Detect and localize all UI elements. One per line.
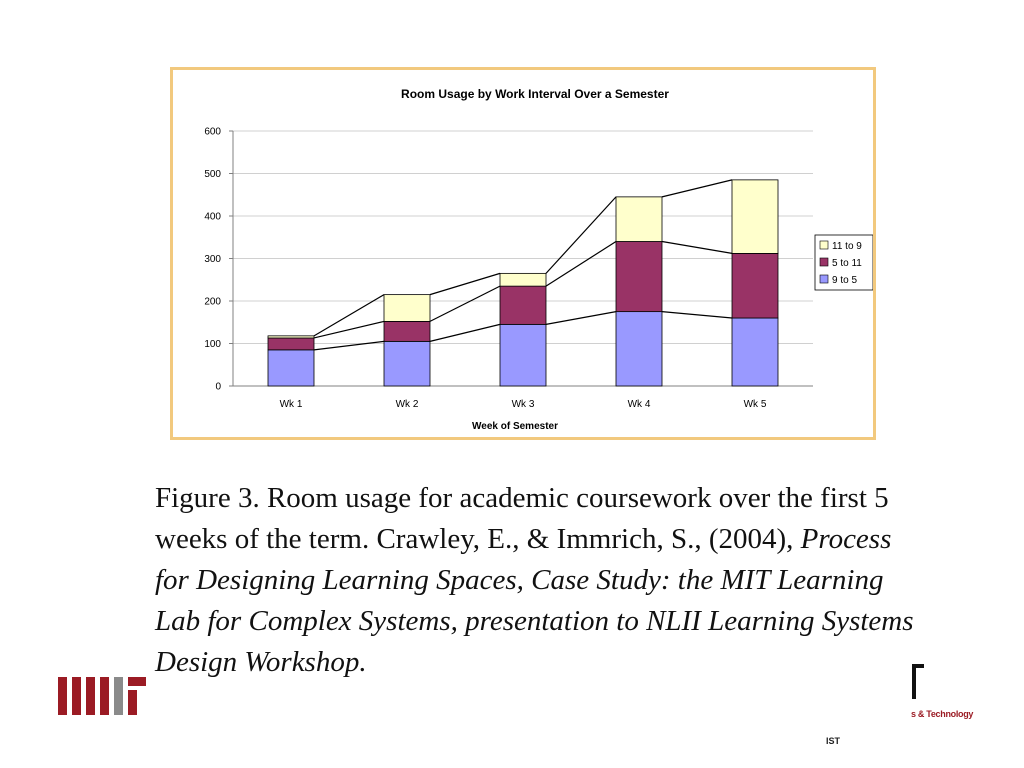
caption-text: Figure 3. Room usage for academic coursework over the first 5 weeks of the term. Crawley, E., & Immrich, S., (2004), [155, 482, 889, 555]
series-connector-line [662, 180, 732, 197]
bar-segment [384, 295, 430, 322]
caption-citation-title: Process for Designing Learning Spaces, Case Study: the MIT Learning Lab for Complex Systems, presentation to NLII Learning Systems Design Workshop. [155, 523, 914, 678]
y-tick-label: 600 [204, 126, 221, 138]
x-tick-label: Wk 2 [395, 399, 419, 410]
bar-segment [732, 180, 778, 254]
y-tick-label: 100 [204, 339, 221, 350]
y-tick-label: 500 [204, 169, 221, 180]
series-connector-line [314, 341, 384, 350]
bar-segment [616, 242, 662, 312]
mit-right-mark [912, 664, 926, 700]
legend-swatch [820, 258, 828, 266]
x-tick-label: Wk 4 [627, 399, 651, 410]
legend-entry: 11 to 9 [832, 241, 862, 252]
series-connector-line [662, 242, 732, 254]
y-tick-label: 400 [204, 211, 221, 223]
mit-logo [58, 677, 148, 717]
bar-segment [268, 336, 314, 338]
y-tick-label: 300 [204, 254, 221, 265]
bar-segment [268, 338, 314, 350]
x-tick-label: Wk 3 [511, 399, 535, 410]
x-tick-label: Wk 5 [743, 399, 767, 410]
bar-segment [500, 324, 546, 386]
legend-swatch [820, 275, 828, 283]
bar-segment [500, 286, 546, 324]
bar-segment [384, 321, 430, 341]
series-connector-line [662, 312, 732, 318]
bar-segment [732, 318, 778, 386]
series-connector-line [546, 312, 616, 325]
series-connector-line [430, 324, 500, 341]
legend-entry: 9 to 5 [832, 275, 858, 286]
y-tick-label: 0 [215, 381, 221, 393]
series-connector-line [546, 242, 616, 287]
footer-institute-text: s & Technology [911, 709, 974, 719]
y-tick-label: 200 [204, 296, 221, 308]
legend-entry: 5 to 11 [832, 258, 862, 269]
bar-segment [616, 197, 662, 242]
bar-segment [616, 312, 662, 386]
bar-segment [384, 341, 430, 386]
x-tick-label: Wk 1 [279, 399, 303, 410]
series-connector-line [546, 197, 616, 274]
figure-caption [155, 478, 915, 683]
bar-segment [500, 273, 546, 286]
page-mark: IST [826, 736, 841, 746]
bar-segment [268, 350, 314, 386]
legend-swatch [820, 241, 828, 249]
bar-segment [732, 253, 778, 318]
chart-title: Room Usage by Work Interval Over a Semester [401, 87, 669, 101]
chart [173, 70, 873, 437]
x-axis-label: Week of Semester [472, 421, 558, 432]
chart-frame [170, 67, 876, 440]
